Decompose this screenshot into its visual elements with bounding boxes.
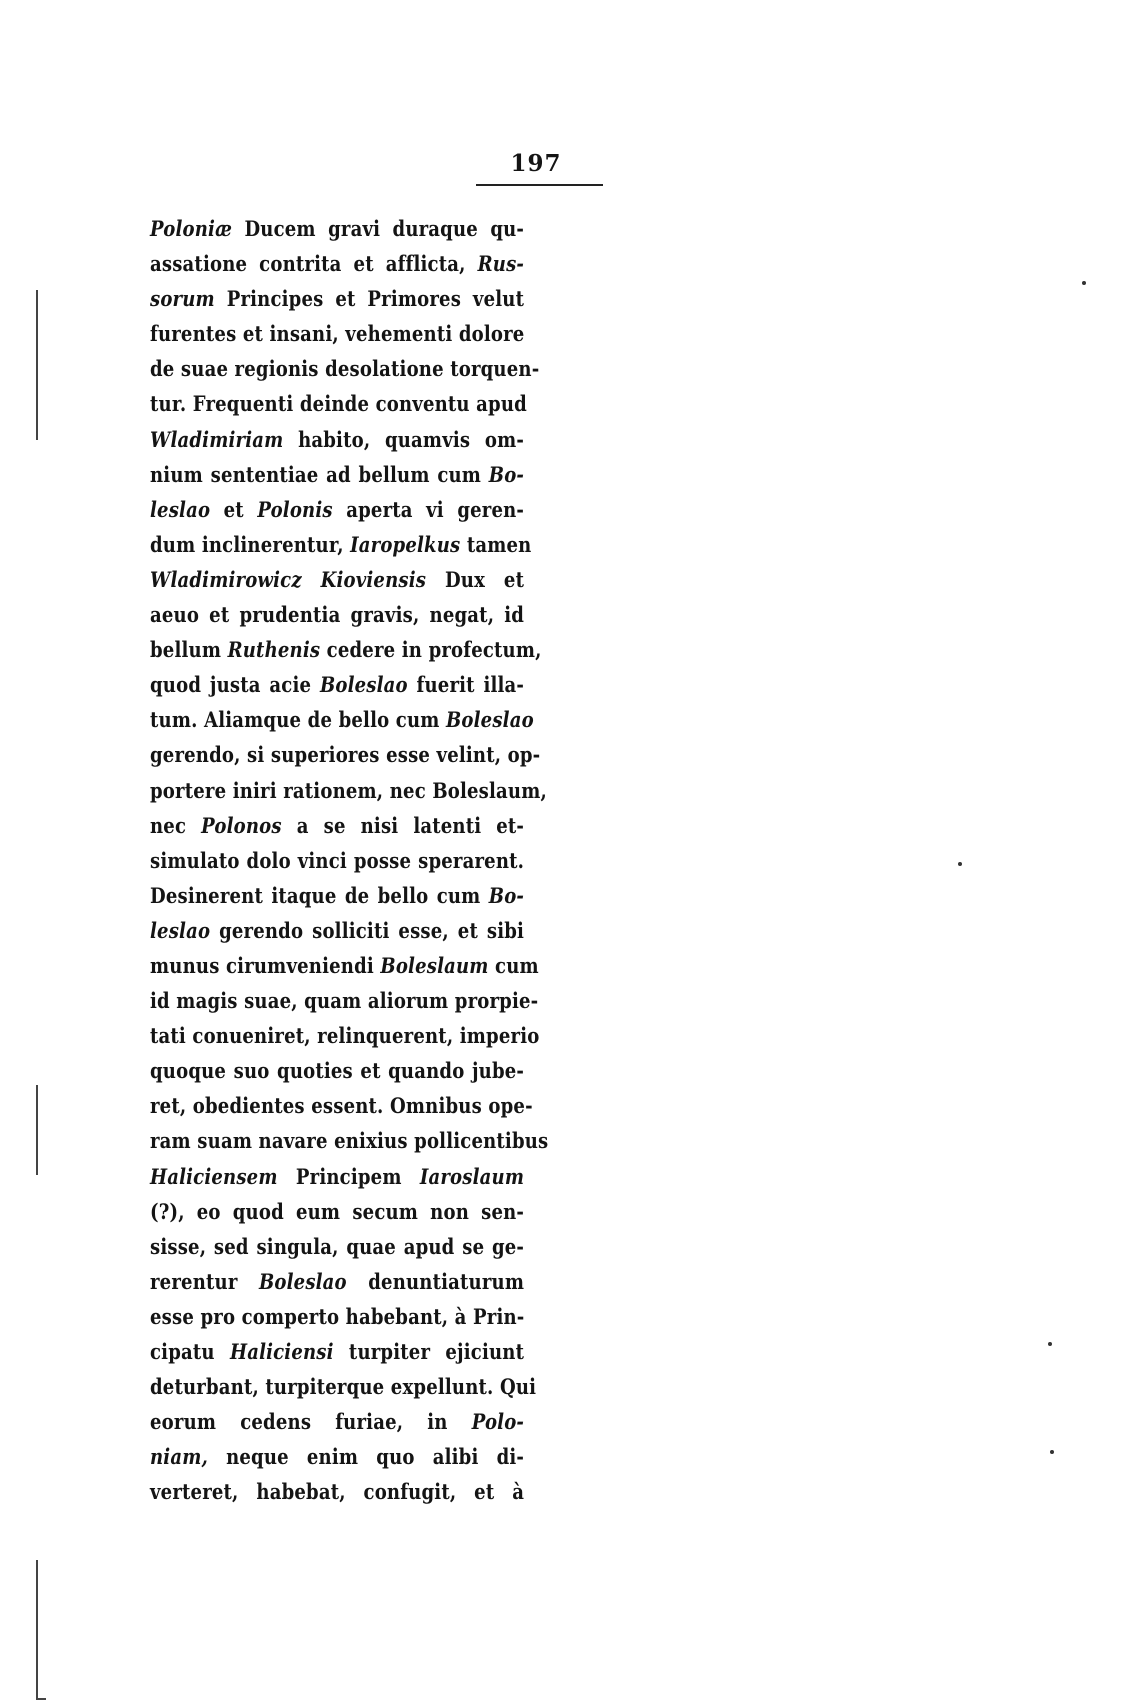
text-run: tum. Aliamque de bello cum bbox=[150, 707, 446, 733]
text-run: de suae regionis desolatione torquen- bbox=[150, 356, 540, 382]
text-line bbox=[150, 773, 547, 808]
italic-name: Boleslaum bbox=[380, 952, 489, 978]
scan-speck bbox=[1082, 281, 1086, 285]
text-line bbox=[150, 1439, 524, 1474]
text-line bbox=[150, 843, 524, 878]
page-number: 197 bbox=[510, 150, 562, 177]
text-run: a se nisi latenti et- bbox=[281, 812, 525, 838]
text-run: Dux et bbox=[426, 566, 525, 592]
text-run: rerentur bbox=[150, 1268, 259, 1294]
text-run: simulato dolo vinci posse sperarent. bbox=[150, 847, 525, 873]
italic-name: Ruthenis bbox=[227, 637, 321, 663]
text-run: Desinerent itaque de bello cum bbox=[150, 882, 489, 908]
text-run: portere iniri rationem, nec Boleslaum, bbox=[150, 777, 547, 803]
text-run: tati conueniret, relinquerent, imperio bbox=[150, 1023, 540, 1049]
text-run: id magis suae, quam aliorum prorpie- bbox=[150, 988, 539, 1014]
text-line bbox=[150, 983, 539, 1018]
text-run: aeuo et prudentia gravis, negat, id bbox=[150, 602, 525, 628]
italic-name: Haliciensem bbox=[150, 1163, 278, 1189]
text-line bbox=[150, 281, 524, 316]
text-line bbox=[150, 808, 524, 843]
text-line bbox=[150, 1194, 524, 1229]
italic-name: Wladimirowicz Kioviensis bbox=[150, 566, 427, 592]
text-run: bellum bbox=[150, 637, 228, 663]
text-run: Ducem gravi duraque qu- bbox=[232, 216, 525, 241]
text-run: habito, quamvis om- bbox=[283, 426, 525, 452]
page-number-rule bbox=[476, 184, 603, 186]
text-line bbox=[150, 562, 524, 597]
text-line bbox=[150, 1088, 533, 1123]
text-run: verteret, habebat, confugit, et à bbox=[150, 1479, 525, 1505]
text-run: furentes et insani, vehementi dolore bbox=[150, 321, 525, 347]
text-run: quoque suo quoties et quando jube- bbox=[150, 1058, 525, 1084]
text-run: turpiter ejiciunt bbox=[333, 1339, 525, 1364]
text-line bbox=[150, 386, 527, 421]
text-run: gerendo solliciti esse, et sibi bbox=[210, 917, 525, 943]
text-run: deturbant, turpiterque expellunt. Qui bbox=[150, 1374, 537, 1400]
text-run: Principes et Primores velut bbox=[214, 286, 525, 312]
scan-margin-mark bbox=[36, 1085, 38, 1175]
italic-name: Iaroslaum bbox=[419, 1163, 525, 1189]
text-run: assatione contrita et afflicta, bbox=[150, 251, 478, 277]
text-run: tamen bbox=[460, 531, 532, 557]
text-run: Principem bbox=[277, 1163, 420, 1189]
scan-margin-mark bbox=[36, 1698, 46, 1700]
text-line bbox=[150, 457, 524, 492]
text-run: aperta vi geren- bbox=[332, 496, 525, 522]
italic-name: Rus- bbox=[477, 251, 525, 277]
scan-margin-mark bbox=[36, 290, 38, 440]
text-line bbox=[150, 667, 524, 702]
text-run: nec bbox=[150, 812, 202, 838]
text-line bbox=[150, 1229, 524, 1264]
text-line bbox=[150, 597, 524, 632]
text-run: fuerit illa- bbox=[407, 672, 525, 698]
text-run: denuntiaturum bbox=[346, 1268, 525, 1294]
text-run: neque enim quo alibi di- bbox=[207, 1444, 525, 1470]
text-run: tur. Frequenti deinde conventu apud bbox=[150, 391, 527, 417]
text-run: (?), eo quod eum secum non sen- bbox=[150, 1198, 525, 1224]
text-line bbox=[150, 878, 524, 913]
text-line bbox=[150, 1123, 549, 1158]
text-line bbox=[150, 1474, 524, 1509]
italic-name: Bo- bbox=[488, 461, 525, 487]
text-run: sisse, sed singula, quae apud se ge- bbox=[150, 1233, 525, 1259]
text-line bbox=[150, 1159, 524, 1194]
italic-name: Poloniæ bbox=[150, 216, 233, 241]
text-line bbox=[150, 351, 540, 386]
text-line bbox=[150, 1018, 540, 1053]
scan-speck bbox=[1048, 1342, 1052, 1346]
italic-name: Boleslao bbox=[258, 1268, 347, 1294]
italic-name: Boleslao bbox=[319, 672, 408, 698]
italic-name: leslao bbox=[150, 917, 211, 943]
text-line bbox=[150, 913, 524, 948]
italic-name: Haliciensi bbox=[229, 1339, 334, 1364]
text-line bbox=[150, 422, 524, 457]
text-run: eorum cedens furiae, in bbox=[150, 1409, 472, 1435]
text-line bbox=[150, 527, 532, 562]
text-line bbox=[150, 632, 542, 667]
italic-name: Boleslao bbox=[445, 707, 534, 733]
body-text bbox=[150, 211, 549, 1509]
text-line bbox=[150, 1264, 524, 1299]
text-line bbox=[150, 1369, 537, 1404]
text-line bbox=[150, 737, 541, 772]
text-run: ret, obedientes essent. Omnibus ope- bbox=[150, 1093, 533, 1119]
italic-name: leslao bbox=[150, 496, 211, 522]
italic-name: niam, bbox=[150, 1444, 208, 1470]
text-run: gerendo, si superiores esse velint, op- bbox=[150, 742, 541, 768]
text-run: esse pro comperto habebant, à Prin- bbox=[150, 1303, 525, 1329]
text-line bbox=[150, 702, 534, 737]
text-run: cum bbox=[488, 952, 539, 978]
text-run: cedere in profectum, bbox=[320, 637, 542, 663]
text-run: munus cirumveniendi bbox=[150, 952, 381, 978]
text-line bbox=[150, 211, 524, 246]
italic-name: sorum bbox=[150, 286, 215, 312]
text-run: dum inclinerentur, bbox=[150, 531, 351, 557]
italic-name: Iaropelkus bbox=[350, 531, 461, 557]
italic-name: Polo- bbox=[471, 1409, 525, 1435]
text-run: ram suam navare enixius pollicentibus bbox=[150, 1128, 549, 1154]
text-line bbox=[150, 246, 524, 281]
text-line bbox=[150, 316, 524, 351]
italic-name: Polonos bbox=[201, 812, 282, 838]
text-run: cipatu bbox=[150, 1339, 230, 1364]
text-line bbox=[150, 492, 524, 527]
text-run: quod justa acie bbox=[150, 672, 320, 698]
scan-margin-mark bbox=[36, 1560, 38, 1700]
text-line bbox=[150, 1334, 524, 1369]
text-line bbox=[150, 1404, 524, 1439]
text-run: et bbox=[210, 496, 258, 522]
scan-speck bbox=[958, 862, 962, 866]
text-line bbox=[150, 1053, 524, 1088]
italic-name: Bo- bbox=[488, 882, 525, 908]
text-run: nium sententiae ad bellum cum bbox=[150, 461, 489, 487]
text-line bbox=[150, 948, 539, 983]
italic-name: Polonis bbox=[257, 496, 333, 522]
text-line bbox=[150, 1299, 524, 1334]
italic-name: Wladimiriam bbox=[150, 426, 284, 452]
scan-speck bbox=[1050, 1450, 1054, 1454]
